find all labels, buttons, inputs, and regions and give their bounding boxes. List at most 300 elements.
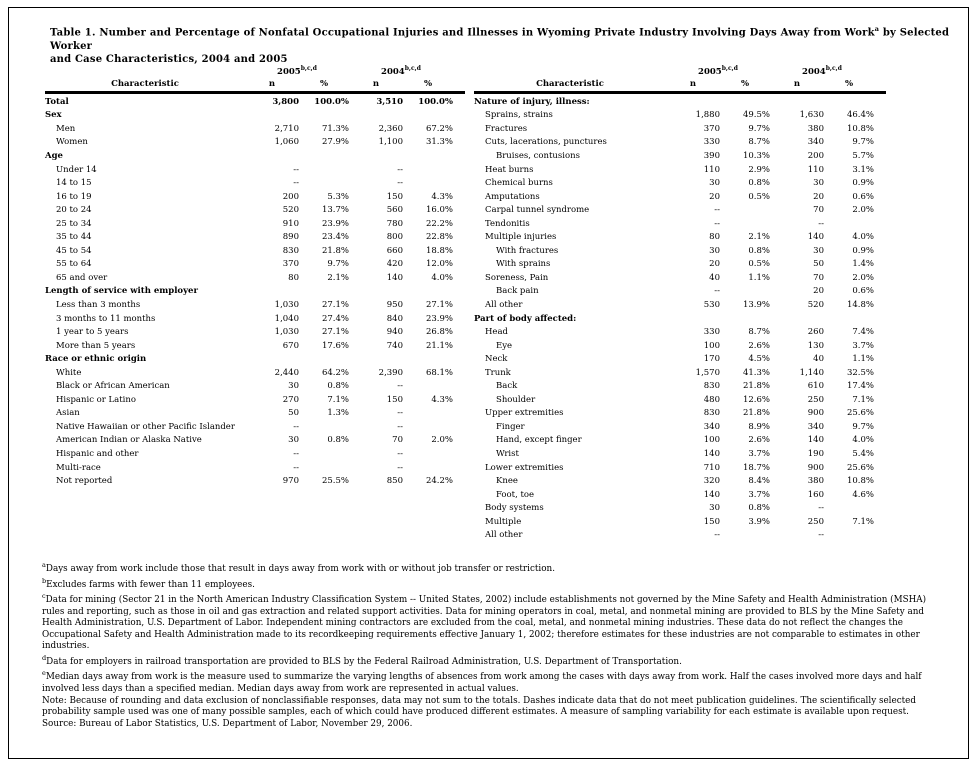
table-row (474, 366, 886, 380)
table-row (474, 488, 886, 502)
row-label: Upper extremities (485, 408, 564, 419)
cell-count: 110 (807, 164, 824, 175)
row-label: Asian (56, 408, 80, 419)
cell-count: -- (293, 178, 299, 189)
row-label: Nature of injury, illness: (474, 96, 590, 107)
cell-percent: 18.7% (742, 462, 770, 473)
row-label: Chemical burns (485, 178, 553, 189)
table-row (474, 312, 886, 326)
row-label: Neck (485, 354, 508, 365)
table-row (474, 420, 886, 434)
cell-percent: 2.6% (748, 340, 770, 351)
cell-percent: 8.9% (748, 421, 770, 432)
cell-count: -- (397, 462, 403, 473)
table-row (474, 285, 886, 299)
cell-count: 50 (813, 259, 824, 270)
table-row (45, 312, 465, 326)
cell-count: 150 (386, 394, 403, 405)
cell-count: 370 (282, 259, 299, 270)
table-row (45, 230, 465, 244)
cell-percent: 4.3% (431, 191, 453, 202)
cell-percent: 27.4% (321, 313, 349, 324)
col-header-pct: % (423, 79, 433, 89)
row-label: 1 year to 5 years (56, 327, 129, 338)
cell-count: 850 (386, 476, 403, 487)
table-row (45, 136, 465, 150)
cell-percent: 7.1% (852, 516, 874, 527)
table-row (474, 379, 886, 393)
cell-count: 3,510 (376, 96, 403, 107)
page-title (50, 23, 950, 67)
row-label: Eye (496, 340, 513, 351)
cell-percent: 27.1% (425, 299, 453, 310)
table-row (474, 352, 886, 366)
cell-percent: 26.8% (425, 327, 453, 338)
cell-percent: 0.5% (748, 191, 770, 202)
cell-count: 1,630 (799, 110, 824, 121)
cell-count: 830 (703, 381, 720, 392)
table-row (474, 149, 886, 163)
footnote-text: Note: Because of rounding and data exclusion of nonclassifiable responses, data may not sum to the totals. Dashes indicate data that do not meet publication guidelines. The scientifically selected probability sample used was one of many possible samples, each of which could have produced different estimates. A measure of sampling variability for each estimate is available upon request. (42, 695, 916, 718)
table-row (474, 447, 886, 461)
cell-percent: 0.8% (327, 435, 349, 446)
row-label: 45 to 54 (56, 245, 92, 256)
cell-percent: 21.8% (742, 408, 770, 419)
cell-percent: 100.0% (418, 96, 453, 107)
cell-count: 970 (282, 476, 299, 487)
cell-count: 150 (703, 516, 720, 527)
cell-percent: 21.8% (321, 245, 349, 256)
cell-count: 20 (709, 259, 720, 270)
cell-count: 840 (386, 313, 403, 324)
footnote-marker: e (42, 669, 46, 678)
table-row (45, 95, 465, 109)
table-row (474, 122, 886, 136)
cell-count: 940 (386, 327, 403, 338)
cell-percent: 17.6% (321, 340, 349, 351)
cell-count: 80 (288, 272, 299, 283)
cell-percent: 14.8% (846, 299, 874, 310)
cell-count: 330 (703, 137, 720, 148)
year-label: 2004 (381, 67, 405, 77)
cell-count: 480 (703, 394, 720, 405)
footnote-marker: a (42, 561, 46, 569)
table-row (45, 379, 465, 393)
cell-percent: 0.6% (852, 286, 874, 297)
cell-count: 20 (709, 191, 720, 202)
cell-percent: 1.4% (852, 259, 874, 270)
table-body (45, 94, 465, 488)
row-label: Under 14 (56, 164, 97, 175)
cell-percent: 9.7% (852, 137, 874, 148)
cell-percent: 64.2% (321, 367, 349, 378)
table-row (45, 447, 465, 461)
table-row (45, 163, 465, 177)
row-label: 14 to 15 (56, 178, 92, 189)
table-row (45, 407, 465, 421)
cell-count: 530 (703, 299, 720, 310)
cell-percent: 22.2% (425, 218, 453, 229)
table-row (474, 325, 886, 339)
row-label: Men (56, 123, 76, 134)
cell-percent: 0.8% (748, 503, 770, 514)
cell-count: -- (293, 462, 299, 473)
year-footnote-marker: b,c,d (300, 65, 317, 73)
cell-count: 20 (813, 191, 824, 202)
col-header-characteristic: Characteristic (536, 79, 604, 89)
row-label: Multiple (485, 516, 522, 527)
cell-count: 380 (807, 476, 824, 487)
row-label: Race or ethnic origin (45, 354, 147, 365)
cell-count: 140 (386, 272, 403, 283)
cell-count: 30 (709, 503, 720, 514)
year-footnote-marker: b,c,d (404, 65, 421, 73)
cell-count: 660 (386, 245, 403, 256)
cell-percent: 68.1% (425, 367, 453, 378)
cell-percent: 46.4% (846, 110, 874, 121)
table-row (474, 176, 886, 190)
cell-count: 100 (703, 340, 720, 351)
table-row (474, 203, 886, 217)
cell-count: 420 (386, 259, 403, 270)
cell-count: 910 (282, 218, 299, 229)
cell-percent: 3.9% (748, 516, 770, 527)
cell-percent: 4.0% (431, 272, 453, 283)
cell-percent: 25.6% (846, 462, 874, 473)
cell-percent: 27.1% (321, 327, 349, 338)
row-label: 16 to 19 (56, 191, 92, 202)
cell-count: -- (714, 530, 720, 541)
cell-percent: 25.6% (846, 408, 874, 419)
worker-characteristics-table (45, 62, 465, 488)
cell-percent: 23.9% (425, 313, 453, 324)
col-header-pct: % (740, 79, 750, 89)
cell-percent: 7.1% (327, 394, 349, 405)
cell-percent: 3.7% (748, 448, 770, 459)
row-label: Soreness, Pain (485, 272, 549, 283)
cell-count: 3,800 (272, 96, 299, 107)
cell-percent: 25.5% (321, 476, 349, 487)
cell-count: -- (818, 530, 824, 541)
year-footnote-marker: b,c,d (825, 65, 842, 73)
table-row (474, 474, 886, 488)
footnotes-section (42, 560, 948, 730)
year-label: 2005 (698, 67, 722, 77)
cell-count: 950 (386, 299, 403, 310)
table-row (474, 95, 886, 109)
cell-percent: 22.8% (425, 232, 453, 243)
row-label: Amputations (485, 191, 540, 202)
cell-count: 260 (807, 327, 824, 338)
row-label: 35 to 44 (56, 232, 92, 243)
cell-count: 890 (282, 232, 299, 243)
cell-percent: 10.3% (742, 150, 770, 161)
row-label: 20 to 24 (56, 205, 92, 216)
cell-percent: 2.6% (748, 435, 770, 446)
cell-count: 130 (807, 340, 824, 351)
cell-percent: 2.1% (327, 272, 349, 283)
subheader-row (45, 77, 453, 91)
row-label: Cuts, lacerations, punctures (485, 137, 607, 148)
cell-count: -- (397, 164, 403, 175)
cell-percent: 32.5% (846, 367, 874, 378)
col-header-pct: % (319, 79, 329, 89)
cell-count: 140 (703, 448, 720, 459)
row-label: More than 5 years (56, 340, 136, 351)
cell-count: 270 (282, 394, 299, 405)
cell-percent: 27.1% (321, 299, 349, 310)
cell-percent: 2.9% (748, 164, 770, 175)
cell-percent: 3.1% (852, 164, 874, 175)
row-label: 3 months to 11 months (56, 313, 156, 324)
cell-count: 70 (813, 205, 824, 216)
table-row (474, 230, 886, 244)
cell-percent: 0.9% (852, 178, 874, 189)
col-header-2004 (770, 65, 874, 77)
row-label: All other (485, 530, 523, 541)
cell-percent: 17.4% (846, 381, 874, 392)
row-label: Back (496, 381, 518, 392)
row-label: With sprains (496, 259, 551, 270)
row-label: Body systems (485, 503, 544, 514)
title-line2: and Case Characteristics, 2004 and 2005 (50, 54, 288, 66)
cell-count: 160 (807, 489, 824, 500)
table-row (45, 298, 465, 312)
cell-count: 670 (282, 340, 299, 351)
cell-percent: 23.9% (321, 218, 349, 229)
row-label: Heat burns (485, 164, 534, 175)
table-row (474, 298, 886, 312)
footnote-text: Data for mining (Sector 21 in the North American Industry Classification System -- United States, 2002) include establishments not governed by the Mine Safety and Health Administration (MSHA) rules and reporting, such as those in oil and gas extraction and related support activities. Data for mining operators in coal, metal, and nonmetal mining are provided to BLS by the Mine Safety and Health Administration, U.S. Department of Labor. Independent mining contractors are excluded from the coal, metal, and nonmetal mining industries. These data do not reflect the changes the Occupational Safety and Health Administration made to its recordkeeping requirements effective January 1, 2002; therefore estimates for these industries are not comparable to estimates in other industries. (42, 594, 927, 652)
row-label: Lower extremities (485, 462, 564, 473)
cell-count: -- (293, 164, 299, 175)
cell-count: 140 (703, 489, 720, 500)
table-row (45, 149, 465, 163)
cell-percent: 3.7% (748, 489, 770, 500)
table-header (474, 62, 886, 94)
col-header-n: n (268, 79, 276, 89)
cell-percent: 4.3% (431, 394, 453, 405)
cell-count: 200 (282, 191, 299, 202)
table-row (474, 271, 886, 285)
footnote-marker: d (42, 653, 47, 662)
cell-percent: 23.4% (321, 232, 349, 243)
row-label: 65 and over (56, 272, 108, 283)
cell-percent: 12.6% (742, 394, 770, 405)
cell-count: 900 (807, 462, 824, 473)
cell-percent: 21.8% (742, 381, 770, 392)
table-row (474, 407, 886, 421)
cell-count: 390 (703, 150, 720, 161)
cell-count: 140 (807, 435, 824, 446)
cell-count: 30 (288, 381, 299, 392)
cell-count: 610 (807, 381, 824, 392)
cell-percent: 8.7% (748, 327, 770, 338)
cell-percent: 2.0% (431, 435, 453, 446)
cell-percent: 1.1% (748, 272, 770, 283)
cell-count: 40 (709, 272, 720, 283)
row-label: American Indian or Alaska Native (56, 435, 202, 446)
table-row (45, 244, 465, 258)
table-row (45, 461, 465, 475)
table-row (45, 420, 465, 434)
table-row (474, 109, 886, 123)
year-footnote-marker: b,c,d (721, 65, 738, 73)
table-row (45, 285, 465, 299)
cell-count: 110 (703, 164, 720, 175)
cell-count: 2,390 (378, 367, 403, 378)
row-label: Hispanic and other (56, 448, 139, 459)
cell-percent: 0.6% (852, 191, 874, 202)
cell-count: -- (397, 381, 403, 392)
cell-percent: 2.0% (852, 272, 874, 283)
row-label: Less than 3 months (56, 299, 141, 310)
cell-count: 70 (392, 435, 403, 446)
cell-percent: 16.0% (425, 205, 453, 216)
cell-count: 330 (703, 327, 720, 338)
table-body (474, 94, 886, 542)
footnote (42, 653, 948, 669)
cell-count: 140 (807, 232, 824, 243)
cell-count: 560 (386, 205, 403, 216)
row-label: Back pain (496, 286, 539, 297)
cell-count: -- (818, 503, 824, 514)
footnote (42, 560, 948, 576)
cell-percent: 10.8% (846, 123, 874, 134)
row-label: Sex (45, 110, 62, 121)
cell-count: 250 (807, 394, 824, 405)
row-label: Bruises, contusions (496, 150, 580, 161)
cell-count: 520 (807, 299, 824, 310)
cell-percent: 1.1% (852, 354, 874, 365)
row-label: Knee (496, 476, 518, 487)
year-label: 2005 (277, 67, 301, 77)
row-label: Head (485, 327, 508, 338)
cell-count: 1,100 (378, 137, 403, 148)
table-row (474, 393, 886, 407)
cell-percent: 0.8% (748, 245, 770, 256)
table-row (474, 461, 886, 475)
footnote (42, 591, 948, 653)
cell-percent: 67.2% (425, 123, 453, 134)
cell-count: 380 (807, 123, 824, 134)
row-label: Tendonitis (485, 218, 530, 229)
footnote-text: Data for employers in railroad transportation are provided to BLS by the Federal Railroad Administration, U.S. Department of Transportation. (46, 656, 682, 667)
footnote (42, 668, 948, 695)
table-row (474, 244, 886, 258)
year-header-row (45, 62, 453, 77)
table-row (474, 163, 886, 177)
cell-percent: 100.0% (314, 96, 349, 107)
cell-percent: 0.8% (748, 178, 770, 189)
cell-percent: 41.3% (742, 367, 770, 378)
footnote (42, 719, 948, 731)
col-header-n: n (689, 79, 697, 89)
cell-percent: 9.7% (327, 259, 349, 270)
row-label: Multi-race (56, 462, 101, 473)
cell-percent: 2.0% (852, 205, 874, 216)
cell-count: 830 (282, 245, 299, 256)
cell-count: 830 (703, 408, 720, 419)
subheader-row (474, 77, 874, 91)
footnote-text: Source: Bureau of Labor Statistics, U.S. Department of Labor, November 29, 2006. (42, 718, 413, 729)
cell-count: 170 (703, 354, 720, 365)
row-label: Hand, except finger (496, 435, 582, 446)
cell-percent: 2.1% (748, 232, 770, 243)
cell-count: -- (397, 178, 403, 189)
cell-count: 250 (807, 516, 824, 527)
cell-percent: 0.8% (327, 381, 349, 392)
cell-percent: 5.4% (852, 448, 874, 459)
table-row (45, 190, 465, 204)
case-characteristics-table (474, 62, 886, 542)
title-footnote-marker: a (874, 25, 880, 33)
cell-count: 30 (288, 435, 299, 446)
cell-count: -- (714, 205, 720, 216)
table-row (45, 366, 465, 380)
cell-count: 1,060 (274, 137, 299, 148)
table-row (474, 529, 886, 543)
cell-count: 710 (703, 462, 720, 473)
row-label: Length of service with employer (45, 286, 198, 297)
cell-percent: 13.7% (321, 205, 349, 216)
cell-percent: 31.3% (425, 137, 453, 148)
cell-count: 520 (282, 205, 299, 216)
cell-count: -- (397, 421, 403, 432)
col-header-n: n (372, 79, 380, 89)
cell-count: 2,360 (378, 123, 403, 134)
cell-count: 1,880 (695, 110, 720, 121)
table-row (474, 258, 886, 272)
title-line1 (50, 23, 950, 53)
cell-percent: 49.5% (742, 110, 770, 121)
cell-count: 200 (807, 150, 824, 161)
cell-count: 740 (386, 340, 403, 351)
cell-percent: 4.0% (852, 435, 874, 446)
row-label: Shoulder (496, 394, 536, 405)
cell-percent: 4.5% (748, 354, 770, 365)
cell-percent: 8.7% (748, 137, 770, 148)
cell-percent: 3.7% (852, 340, 874, 351)
row-label: White (56, 367, 82, 378)
row-label: 55 to 64 (56, 259, 92, 270)
cell-count: 900 (807, 408, 824, 419)
table-row (474, 190, 886, 204)
footnote (42, 696, 948, 719)
cell-count: 1,040 (274, 313, 299, 324)
row-label: Fractures (485, 123, 528, 134)
col-header-n: n (793, 79, 801, 89)
row-label: All other (485, 299, 523, 310)
cell-percent: 18.8% (425, 245, 453, 256)
cell-count: 30 (813, 245, 824, 256)
cell-count: 1,030 (274, 299, 299, 310)
cell-count: -- (397, 448, 403, 459)
footnote (42, 576, 948, 592)
table-row (45, 258, 465, 272)
table-row (45, 339, 465, 353)
cell-count: 190 (807, 448, 824, 459)
table-row (474, 434, 886, 448)
table-row (45, 109, 465, 123)
cell-percent: 5.3% (327, 191, 349, 202)
row-label: Foot, toe (496, 489, 535, 500)
cell-percent: 9.7% (852, 421, 874, 432)
cell-count: -- (397, 408, 403, 419)
cell-percent: 21.1% (425, 340, 453, 351)
cell-percent: 4.0% (852, 232, 874, 243)
row-label: Wrist (496, 448, 519, 459)
